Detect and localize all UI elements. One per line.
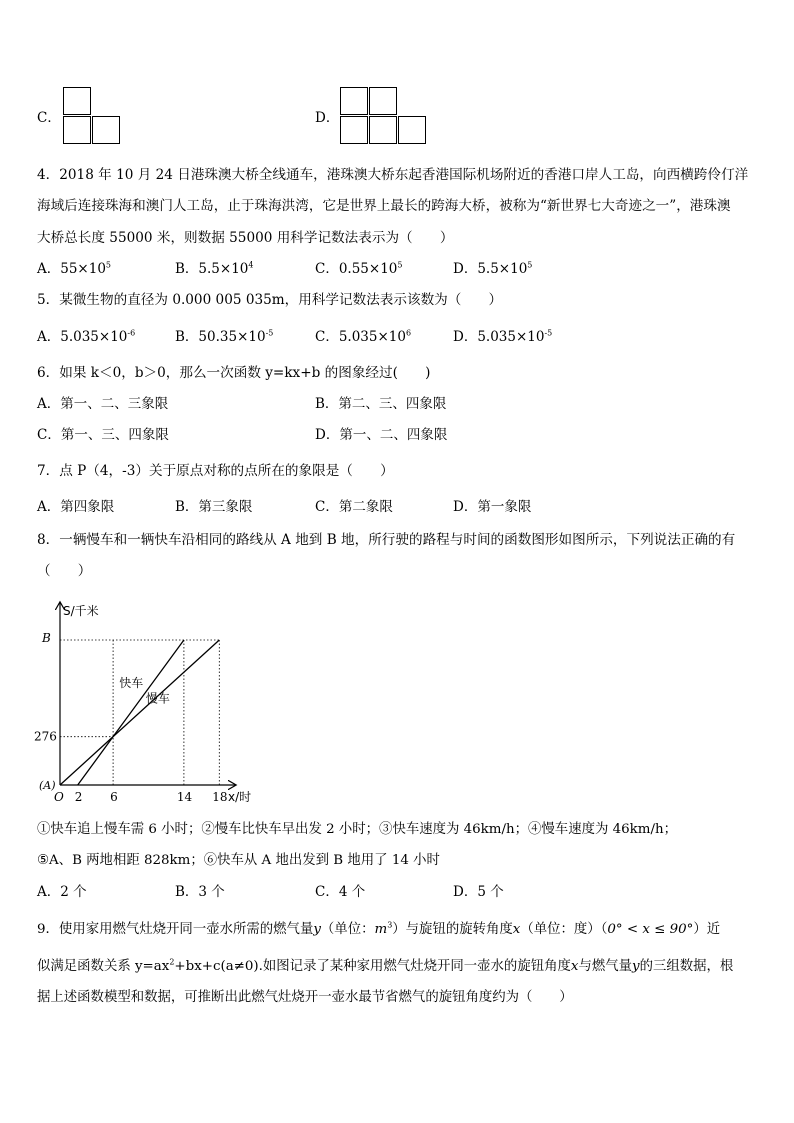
q6-option-b: B．第二、三、四象限 bbox=[315, 396, 447, 412]
q8-option-c: C．4 个 bbox=[315, 884, 366, 900]
q7-text: 7．点 P（4，-3）关于原点对称的点所在的象限是（ ） bbox=[37, 463, 394, 479]
q8-option-d: D．5 个 bbox=[453, 884, 504, 900]
q4-text-line2: 海域后连接珠海和澳门人工岛，止于珠海洪湾，它是世界上最长的跨海大桥，被称为“新世界七大奇迹之一”，港珠澳 bbox=[37, 198, 731, 214]
q6-option-c: C．第一、三、四象限 bbox=[37, 427, 169, 443]
q4-option-a: A．$55\times 10^5$ bbox=[37, 260, 112, 277]
q8-option-a: A．2 个 bbox=[37, 884, 87, 900]
q5-text: 5．某微生物的直径为 0.000 005 035m，用科学记数法表示该数为（ ） bbox=[37, 292, 503, 308]
q5-option-a: A．$5.035\times 10^{-6}$ bbox=[37, 328, 136, 345]
q3-option-c-label: C． bbox=[37, 110, 61, 126]
q8-statements-line1: ①快车追上慢车需 6 小时；②慢车比快车早出发 2 小时；③快车速度为 46km/h；④慢车速度为 46km/h； bbox=[37, 822, 678, 837]
figure-cell bbox=[340, 116, 368, 144]
q9-text-line1: 9．使用家用燃气灶烧开同一壶水所需的燃气量y（单位：$m^3$）与旋钮的旋转角度x（单位：度）（0° < x ≤ 90°）近 bbox=[37, 920, 721, 937]
origin-label: O bbox=[54, 790, 64, 804]
x-tick-label-6: 6 bbox=[110, 790, 118, 804]
q8-statements-line2: ⑤A、B 两地相距 828km；⑥快车从 A 地出发到 B 地用了 14 小时 bbox=[37, 853, 440, 868]
x-axis-label: x/时 bbox=[228, 790, 252, 804]
q6-text: 6．如果 k＜0，b＞0，那么一次函数 y=kx+b 的图象经过( ) bbox=[37, 365, 431, 381]
figure-cell bbox=[340, 87, 368, 115]
q5-option-b: B．$50.35\times 10^{-5}$ bbox=[175, 328, 274, 345]
q9-text-line3: 据上述函数模型和数据，可推断出此燃气灶烧开一壶水最节省燃气的旋钮角度约为（ ） bbox=[37, 990, 573, 1005]
q4-option-d: D．$5.5\times 10^5$ bbox=[453, 260, 533, 277]
q4-option-c: C．$0.55\times 10^5$ bbox=[315, 260, 403, 277]
q7-option-a: A．第四象限 bbox=[37, 499, 115, 515]
figure-cell bbox=[63, 87, 91, 115]
q7-option-c: C．第二象限 bbox=[315, 499, 393, 515]
figure-cell bbox=[398, 116, 426, 144]
q3-option-d-label: D． bbox=[315, 110, 340, 126]
q7-option-d: D．第一象限 bbox=[453, 499, 532, 515]
x-tick-label-14: 14 bbox=[176, 790, 193, 804]
x-tick-label-18: 18 bbox=[212, 790, 228, 804]
q9-text-line2: 似满足函数关系 $y=ax^2+bx+c(a\ne 0)$.如图记录了某种家用燃气灶烧开同一壶水的旋钮角度x与燃气量y的三组数据，根 bbox=[37, 957, 734, 974]
q5-option-c: C．$5.035\times 10^6$ bbox=[315, 328, 412, 345]
y-top-label: B bbox=[42, 631, 51, 645]
y-tick-label-276: 276 bbox=[34, 729, 57, 744]
q8-distance-time-chart bbox=[30, 595, 270, 815]
figure-cell bbox=[369, 87, 397, 115]
q6-option-d: D．第一、二、四象限 bbox=[315, 427, 448, 443]
series-line-slow bbox=[60, 640, 219, 785]
q8-text-line2: （ ） bbox=[37, 563, 92, 579]
series-label-fast: 快车 bbox=[119, 675, 144, 690]
series-line-fast bbox=[78, 640, 184, 785]
figure-cell bbox=[369, 116, 397, 144]
series-label-slow: 慢车 bbox=[145, 691, 170, 706]
origin-note: (A) bbox=[39, 779, 56, 792]
q4-text-line3: 大桥总长度 55000 米，则数据 55000 用科学记数法表示为（ ） bbox=[37, 230, 454, 246]
x-tick-label-2: 2 bbox=[74, 790, 83, 804]
y-axis-label: S/千米 bbox=[63, 604, 99, 618]
q4-text-line1: 4．2018 年 10 月 24 日港珠澳大桥全线通车，港珠澳大桥东起香港国际机场附近的香港口岸人工岛，向西横跨伶仃洋 bbox=[37, 167, 749, 183]
q7-option-b: B．第三象限 bbox=[175, 499, 253, 515]
q5-option-d: D．$5.035\times 10^{-5}$ bbox=[453, 328, 553, 345]
figure-cell bbox=[92, 116, 120, 144]
figure-cell bbox=[63, 116, 91, 144]
chart-series-lines bbox=[60, 640, 219, 785]
q4-option-b: B．$5.5\times 10^4$ bbox=[175, 260, 254, 277]
q6-option-a: A．第一、二、三象限 bbox=[37, 396, 169, 412]
q8-text-line1: 8．一辆慢车和一辆快车沿相同的路线从 A 地到 B 地，所行驶的路程与时间的函数图形如图所示，下列说法正确的有 bbox=[37, 532, 736, 548]
q8-option-b: B．3 个 bbox=[175, 884, 225, 900]
